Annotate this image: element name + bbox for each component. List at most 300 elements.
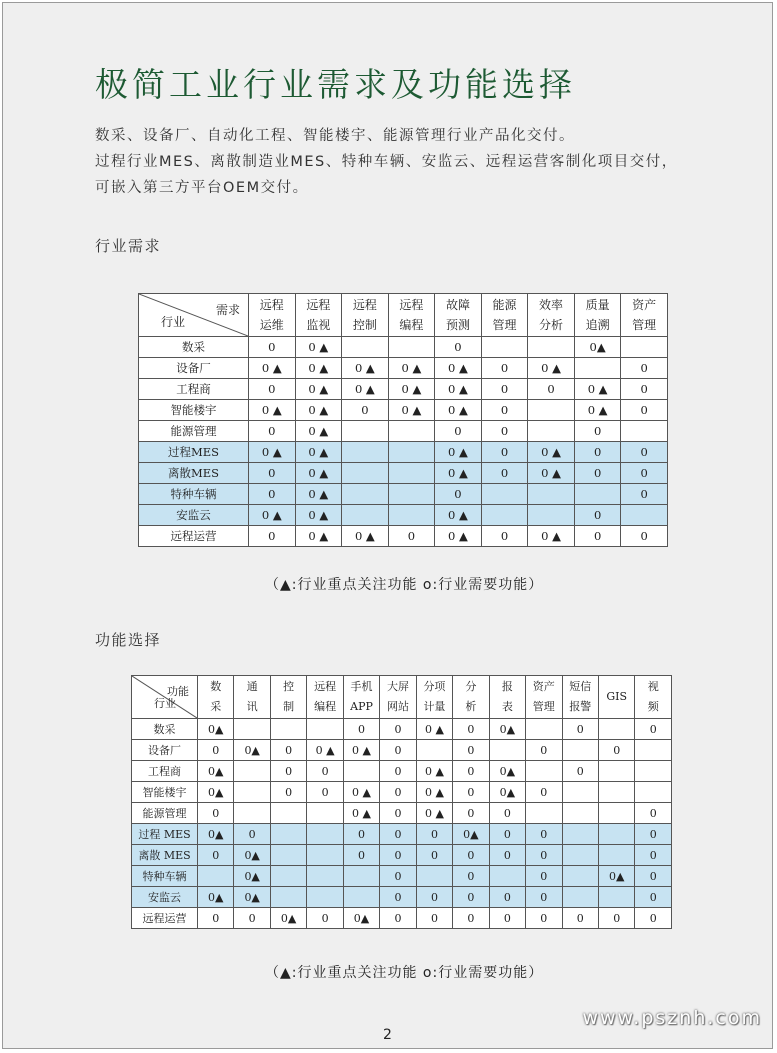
table-cell: 0	[489, 824, 525, 845]
table-cell: 0	[526, 782, 562, 803]
industry-needs-table	[138, 293, 668, 547]
row-label: 设备厂	[139, 358, 249, 379]
section-heading-function-selection: 功能选择	[95, 631, 162, 649]
table-cell: 0 ▲	[435, 442, 482, 463]
table-cell	[528, 484, 575, 505]
table-cell	[526, 719, 562, 740]
table-cell: 0	[526, 845, 562, 866]
table-cell: 0	[453, 887, 489, 908]
table-cell	[481, 484, 528, 505]
table-cell	[416, 866, 452, 887]
table-cell	[234, 803, 270, 824]
table-cell: 0	[380, 824, 416, 845]
table-cell: 0	[526, 740, 562, 761]
table-cell	[598, 887, 634, 908]
table-cell: 0	[574, 505, 621, 526]
row-label: 特种车辆	[139, 484, 249, 505]
table-cell	[342, 484, 389, 505]
table-cell: 0 ▲	[416, 803, 452, 824]
table-cell	[416, 740, 452, 761]
corner-label-rows: 行业	[161, 315, 186, 329]
table-cell: 0	[388, 526, 435, 547]
table-cell	[621, 505, 668, 526]
table-cell: 0	[528, 379, 575, 400]
table-cell: 0	[574, 526, 621, 547]
table-cell	[481, 505, 528, 526]
table-cell: 0 ▲	[295, 442, 342, 463]
table-row	[132, 908, 672, 929]
table-cell: 0	[198, 740, 234, 761]
intro-text	[95, 123, 678, 201]
table-cell	[270, 887, 306, 908]
table-cell	[481, 337, 528, 358]
table-cell: 0	[481, 463, 528, 484]
table-cell: 0	[380, 740, 416, 761]
table-cell: 0	[270, 761, 306, 782]
table-cell: 0	[481, 421, 528, 442]
table-cell: 0	[635, 845, 672, 866]
table-cell: 0	[489, 887, 525, 908]
table-cell	[307, 887, 343, 908]
table-cell	[388, 337, 435, 358]
intro-line: 数采、设备厂、自动化工程、智能楼宇、能源管理行业产品化交付。	[95, 128, 575, 144]
table-cell: 0 ▲	[528, 358, 575, 379]
table-cell: 0 ▲	[342, 526, 389, 547]
table-cell: 0	[621, 442, 668, 463]
table-cell: 0 ▲	[295, 505, 342, 526]
table-cell: 0 ▲	[249, 400, 296, 421]
table-cell: 0	[621, 358, 668, 379]
table-cell: 0	[343, 719, 379, 740]
row-label: 数采	[139, 337, 249, 358]
row-label: 安监云	[139, 505, 249, 526]
table-cell: 0	[249, 379, 296, 400]
page	[2, 2, 773, 1049]
table-cell: 0 ▲	[342, 358, 389, 379]
table-cell: 0	[380, 887, 416, 908]
table-cell: 0	[234, 824, 270, 845]
table-cell: 0	[453, 761, 489, 782]
table-cell: 0	[380, 761, 416, 782]
table-cell: 0	[380, 866, 416, 887]
table-row	[139, 400, 668, 421]
table-cell: 0 ▲	[307, 740, 343, 761]
table-cell	[342, 421, 389, 442]
row-label: 特种车辆	[132, 866, 198, 887]
table-cell: 0	[453, 845, 489, 866]
table-cell: 0 ▲	[295, 337, 342, 358]
table-cell: 0	[635, 866, 672, 887]
table-cell: 0	[453, 740, 489, 761]
table-cell: 0 ▲	[435, 526, 482, 547]
table-cell	[598, 782, 634, 803]
table-cell: 0 ▲	[574, 400, 621, 421]
table-cell: 0	[380, 908, 416, 929]
table-cell: 0 ▲	[416, 719, 452, 740]
table-cell	[343, 761, 379, 782]
table-cell	[598, 824, 634, 845]
table-cell: 0	[416, 824, 452, 845]
table-cell	[343, 887, 379, 908]
table-cell: 0▲	[234, 740, 270, 761]
table-cell: 0	[249, 463, 296, 484]
table-cell	[388, 505, 435, 526]
row-label: 过程 MES	[132, 824, 198, 845]
table-cell: 0 ▲	[388, 358, 435, 379]
table-cell: 0	[621, 484, 668, 505]
column-header: 资产 管理	[526, 676, 562, 719]
table-cell: 0	[198, 803, 234, 824]
table-cell	[574, 484, 621, 505]
row-label: 工程商	[139, 379, 249, 400]
table-cell: 0 ▲	[343, 740, 379, 761]
intro-line: 过程行业MES、离散制造业MES、特种车辆、安监云、远程运营客制化项目交付，	[95, 154, 678, 170]
column-header: 远程 编程	[388, 294, 435, 337]
table-cell	[342, 505, 389, 526]
table-cell: 0 ▲	[295, 421, 342, 442]
table-cell	[526, 803, 562, 824]
column-header: 手机 APP	[343, 676, 379, 719]
table-cell	[562, 782, 598, 803]
table-cell	[528, 505, 575, 526]
table-cell: 0	[198, 908, 234, 929]
table-cell	[234, 719, 270, 740]
table-cell	[574, 358, 621, 379]
table-cell: 0▲	[453, 824, 489, 845]
table-cell: 0	[416, 845, 452, 866]
column-header: 质量 追溯	[574, 294, 621, 337]
corner-label-rows: 行业	[154, 697, 176, 710]
table-cell: 0 ▲	[528, 442, 575, 463]
table-row	[139, 421, 668, 442]
table-cell: 0	[307, 782, 343, 803]
table-cell	[528, 421, 575, 442]
table-cell: 0 ▲	[249, 358, 296, 379]
page-number: 2	[383, 1027, 392, 1043]
table-cell	[270, 866, 306, 887]
table-cell	[598, 803, 634, 824]
table-cell: 0	[249, 421, 296, 442]
corner-label-columns: 需求	[215, 303, 240, 317]
table-cell	[489, 740, 525, 761]
column-header: 远程 监视	[295, 294, 342, 337]
table-cell	[270, 803, 306, 824]
column-header: 控 制	[270, 676, 306, 719]
table-row	[139, 358, 668, 379]
table-row	[132, 740, 672, 761]
table-cell: 0	[435, 421, 482, 442]
table-cell	[621, 421, 668, 442]
table-cell	[343, 866, 379, 887]
table-cell	[388, 463, 435, 484]
table-cell	[562, 866, 598, 887]
table-cell	[598, 719, 634, 740]
table-cell: 0	[343, 824, 379, 845]
table-row	[139, 442, 668, 463]
table-cell: 0	[307, 908, 343, 929]
table-cell	[635, 761, 672, 782]
table-cell	[562, 887, 598, 908]
table-cell: 0	[270, 740, 306, 761]
table-cell: 0	[562, 761, 598, 782]
table-cell: 0▲	[198, 719, 234, 740]
column-header: 视 频	[635, 676, 672, 719]
column-header: 远程 运维	[249, 294, 296, 337]
table-cell	[562, 824, 598, 845]
row-label: 智能楼宇	[139, 400, 249, 421]
column-header: 分项 计量	[416, 676, 452, 719]
table-cell	[388, 442, 435, 463]
table-cell: 0	[234, 908, 270, 929]
table-cell	[270, 824, 306, 845]
table-cell: 0	[453, 803, 489, 824]
column-header: GIS	[598, 676, 634, 719]
column-header: 数 采	[198, 676, 234, 719]
table-cell: 0 ▲	[528, 526, 575, 547]
table-cell	[342, 337, 389, 358]
table-row	[132, 719, 672, 740]
intro-line: 可嵌入第三方平台OEM交付。	[95, 180, 309, 196]
table-cell	[598, 845, 634, 866]
table-cell: 0	[621, 379, 668, 400]
table-cell	[526, 761, 562, 782]
table-cell	[528, 400, 575, 421]
table-cell: 0 ▲	[435, 379, 482, 400]
table-cell: 0	[635, 887, 672, 908]
table-cell: 0	[635, 803, 672, 824]
table-cell: 0▲	[489, 719, 525, 740]
table-cell: 0 ▲	[295, 484, 342, 505]
table-cell	[635, 740, 672, 761]
table-cell: 0	[489, 803, 525, 824]
table-row	[132, 761, 672, 782]
table-row	[132, 803, 672, 824]
table-row	[139, 505, 668, 526]
table-cell: 0	[621, 400, 668, 421]
column-header: 通 讯	[234, 676, 270, 719]
table-cell: 0 ▲	[295, 400, 342, 421]
column-header: 远程 编程	[307, 676, 343, 719]
table-cell	[198, 866, 234, 887]
legend: （▲:行业重点关注功能 o:行业需要功能）	[265, 577, 544, 593]
table-cell: 0	[526, 866, 562, 887]
row-label: 远程运营	[132, 908, 198, 929]
legend: （▲:行业重点关注功能 o:行业需要功能）	[265, 965, 544, 981]
table-cell: 0	[380, 782, 416, 803]
function-selection-table	[131, 675, 672, 929]
page-title: 极简工业行业需求及功能选择	[95, 65, 576, 104]
table-cell: 0	[562, 719, 598, 740]
table-cell	[307, 845, 343, 866]
table-row	[132, 887, 672, 908]
table-cell: 0	[481, 442, 528, 463]
corner-label-columns: 功能	[167, 685, 189, 698]
table-cell: 0 ▲	[343, 803, 379, 824]
row-label: 工程商	[132, 761, 198, 782]
table-cell: 0 ▲	[295, 526, 342, 547]
column-header: 资产 管理	[621, 294, 668, 337]
table-cell: 0 ▲	[295, 379, 342, 400]
table-cell: 0▲	[234, 866, 270, 887]
table-cell	[307, 719, 343, 740]
table-cell: 0	[598, 740, 634, 761]
table-cell: 0 ▲	[295, 358, 342, 379]
table-cell: 0 ▲	[388, 379, 435, 400]
table-cell	[621, 337, 668, 358]
column-header: 故障 预测	[435, 294, 482, 337]
table-cell	[307, 866, 343, 887]
table-cell: 0	[380, 845, 416, 866]
table-cell: 0	[621, 526, 668, 547]
table-cell: 0	[380, 719, 416, 740]
table-row	[139, 337, 668, 358]
table-cell	[270, 845, 306, 866]
table-cell: 0▲	[598, 866, 634, 887]
table-cell: 0	[562, 908, 598, 929]
table-cell: 0	[574, 421, 621, 442]
table-cell: 0	[270, 782, 306, 803]
table-cell: 0	[343, 845, 379, 866]
table-cell: 0 ▲	[435, 358, 482, 379]
table-cell: 0	[635, 824, 672, 845]
table-cell: 0▲	[198, 887, 234, 908]
watermark: www.psznh.com	[582, 1007, 762, 1029]
table-cell: 0▲	[574, 337, 621, 358]
table-cell: 0	[342, 400, 389, 421]
column-header: 效率 分析	[528, 294, 575, 337]
table-cell: 0	[635, 719, 672, 740]
row-label: 数采	[132, 719, 198, 740]
table-cell	[562, 803, 598, 824]
table-cell	[342, 463, 389, 484]
table-cell: 0	[481, 526, 528, 547]
table-corner-header	[139, 294, 249, 337]
table-cell: 0	[574, 442, 621, 463]
column-header: 分 析	[453, 676, 489, 719]
row-label: 智能楼宇	[132, 782, 198, 803]
table-cell	[388, 484, 435, 505]
table-cell: 0 ▲	[388, 400, 435, 421]
table-cell: 0▲	[234, 887, 270, 908]
table-cell: 0	[526, 908, 562, 929]
table-cell: 0 ▲	[416, 782, 452, 803]
row-label: 离散 MES	[132, 845, 198, 866]
table-cell: 0	[481, 358, 528, 379]
table-cell: 0▲	[198, 824, 234, 845]
table-cell: 0	[249, 337, 296, 358]
table-cell: 0	[198, 845, 234, 866]
table-cell: 0	[435, 337, 482, 358]
table-cell: 0	[526, 824, 562, 845]
table-cell: 0	[453, 782, 489, 803]
table-cell	[307, 803, 343, 824]
table-cell: 0▲	[270, 908, 306, 929]
table-cell: 0 ▲	[528, 463, 575, 484]
table-cell	[388, 421, 435, 442]
table-cell	[528, 337, 575, 358]
table-cell: 0 ▲	[574, 379, 621, 400]
table-cell: 0	[435, 484, 482, 505]
table-cell	[598, 761, 634, 782]
table-cell: 0▲	[489, 761, 525, 782]
table-cell: 0	[489, 845, 525, 866]
table-cell: 0	[621, 463, 668, 484]
table-row	[139, 463, 668, 484]
table-cell: 0	[453, 866, 489, 887]
table-cell: 0 ▲	[435, 463, 482, 484]
table-cell	[342, 442, 389, 463]
table-cell: 0▲	[489, 782, 525, 803]
table-cell: 0 ▲	[295, 463, 342, 484]
table-cell: 0	[453, 908, 489, 929]
row-label: 安监云	[132, 887, 198, 908]
column-header: 能源 管理	[481, 294, 528, 337]
row-label: 离散MES	[139, 463, 249, 484]
table-cell: 0	[598, 908, 634, 929]
table-corner-header	[132, 676, 198, 719]
table-cell: 0	[481, 379, 528, 400]
table-cell: 0▲	[198, 782, 234, 803]
table-cell: 0	[526, 887, 562, 908]
table-cell: 0	[489, 908, 525, 929]
table-cell	[489, 866, 525, 887]
section-heading-industry-needs: 行业需求	[95, 237, 162, 255]
table-cell: 0	[635, 908, 672, 929]
table-cell: 0	[481, 400, 528, 421]
table-row	[139, 379, 668, 400]
table-cell: 0	[307, 761, 343, 782]
table-row	[139, 526, 668, 547]
column-header: 短信 报警	[562, 676, 598, 719]
table-cell: 0	[416, 887, 452, 908]
row-label: 过程MES	[139, 442, 249, 463]
table-row	[132, 782, 672, 803]
table-cell: 0	[249, 526, 296, 547]
column-header: 报 表	[489, 676, 525, 719]
table-cell: 0 ▲	[416, 761, 452, 782]
table-cell: 0▲	[198, 761, 234, 782]
row-label: 能源管理	[132, 803, 198, 824]
table-cell: 0 ▲	[249, 505, 296, 526]
table-cell	[234, 782, 270, 803]
table-row	[139, 484, 668, 505]
table-cell: 0 ▲	[249, 442, 296, 463]
table-row	[132, 866, 672, 887]
table-cell	[234, 761, 270, 782]
table-cell: 0 ▲	[435, 505, 482, 526]
row-label: 远程运营	[139, 526, 249, 547]
table-cell	[270, 719, 306, 740]
table-cell: 0 ▲	[343, 782, 379, 803]
table-row	[132, 824, 672, 845]
table-cell	[635, 782, 672, 803]
table-cell: 0▲	[343, 908, 379, 929]
column-header: 大屏 网站	[380, 676, 416, 719]
table-row	[132, 845, 672, 866]
row-label: 设备厂	[132, 740, 198, 761]
table-cell: 0 ▲	[435, 400, 482, 421]
table-cell: 0	[249, 484, 296, 505]
table-cell: 0	[574, 463, 621, 484]
table-cell	[562, 845, 598, 866]
table-cell: 0	[416, 908, 452, 929]
table-cell	[307, 824, 343, 845]
column-header: 远程 控制	[342, 294, 389, 337]
table-cell: 0▲	[234, 845, 270, 866]
row-label: 能源管理	[139, 421, 249, 442]
table-cell: 0 ▲	[342, 379, 389, 400]
table-cell	[562, 740, 598, 761]
